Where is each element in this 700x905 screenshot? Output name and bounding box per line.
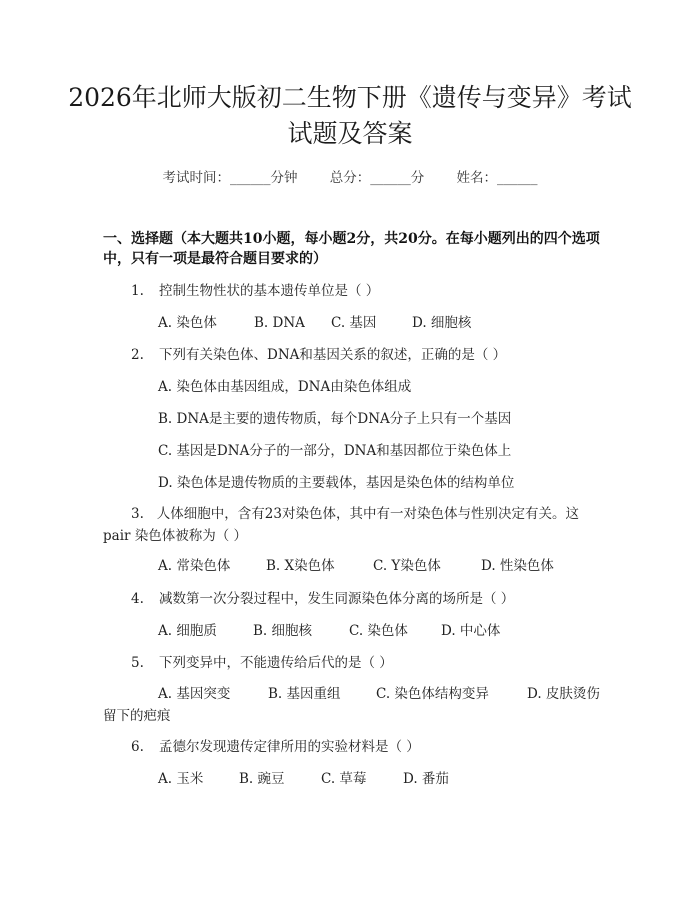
option-d: D. 番茄 — [403, 771, 449, 787]
option-a: A. 玉米 — [158, 771, 204, 787]
option-b: B. DNA — [254, 315, 305, 331]
question-number: 3. — [131, 506, 144, 522]
section-heading: 一、选择题（本大题共10小题，每小题2分，共20分。在每小题列出的四个选项中，只有一项是最符合题目要求的） — [103, 231, 600, 267]
exam-time-field: 考试时间：______分钟 — [162, 170, 298, 186]
question-2-option-a: A. 染色体由基因组成，DNA由染色体组成 — [158, 379, 412, 395]
question-3 — [103, 503, 603, 547]
question-1-options — [158, 313, 471, 333]
option-d: D. 细胞核 — [412, 315, 472, 331]
question-text: 减数第一次分裂过程中，发生同源染色体分离的场所是（ ） — [159, 591, 515, 607]
option-a: A. 细胞质 — [158, 623, 217, 639]
option-b: B. 豌豆 — [239, 771, 285, 787]
student-name-field: 姓名：______ — [456, 170, 538, 186]
option-c: C. 基因 — [331, 315, 377, 331]
question-3-options — [158, 556, 554, 576]
question-number: 6. — [131, 739, 144, 755]
exam-title: 2026年北师大版初二生物下册《遗传与变异》考试试题及答案 — [68, 83, 632, 148]
option-a: A. 常染色体 — [158, 558, 231, 574]
option-d: D. 性染色体 — [481, 558, 554, 574]
question-2 — [131, 345, 506, 365]
question-text: 人体细胞中，含有23对染色体，其中有一对染色体与性别决定有关。这pair 染色体被称为（ ） — [103, 506, 579, 544]
question-text: 下列变异中，不能遗传给后代的是（ ） — [159, 655, 393, 671]
option-a: A. 基因突变 — [158, 686, 231, 702]
option-d: D. 皮肤烫伤留下的疤痕 — [103, 686, 600, 724]
question-6-options — [158, 769, 449, 789]
question-5 — [131, 653, 393, 673]
option-c: C. Y染色体 — [373, 558, 441, 574]
option-c: C. 染色体 — [349, 623, 408, 639]
question-2-option-c: C. 基因是DNA分子的一部分，DNA和基因都位于染色体上 — [158, 443, 512, 459]
question-2-option-b: B. DNA是主要的遗传物质，每个DNA分子上只有一个基因 — [158, 411, 512, 427]
option-b: B. X染色体 — [266, 558, 335, 574]
question-number: 4. — [131, 591, 144, 607]
question-number: 2. — [131, 347, 144, 363]
question-4-options — [158, 621, 500, 641]
exam-score-field: 总分：______分 — [329, 170, 425, 186]
option-c: C. 草莓 — [321, 771, 367, 787]
question-number: 1. — [131, 283, 144, 299]
option-b: B. 基因重组 — [268, 686, 341, 702]
question-1 — [131, 281, 379, 301]
question-text: 控制生物性状的基本遗传单位是（ ） — [159, 283, 380, 299]
option-a: A. 染色体 — [158, 315, 217, 331]
question-text: 孟德尔发现遗传定律所用的实验材料是（ ） — [159, 739, 420, 755]
question-4 — [131, 589, 514, 609]
question-text: 下列有关染色体、DNA和基因关系的叙述，正确的是（ ） — [159, 347, 507, 363]
exam-meta — [0, 168, 700, 188]
option-c: C. 染色体结构变异 — [376, 686, 489, 702]
question-number: 5. — [131, 655, 144, 671]
question-5-options — [103, 683, 603, 727]
question-6 — [131, 737, 420, 757]
option-b: B. 细胞核 — [253, 623, 313, 639]
option-d: D. 中心体 — [441, 623, 501, 639]
question-2-option-d: D. 染色体是遗传物质的主要载体，基因是染色体的结构单位 — [158, 475, 515, 491]
